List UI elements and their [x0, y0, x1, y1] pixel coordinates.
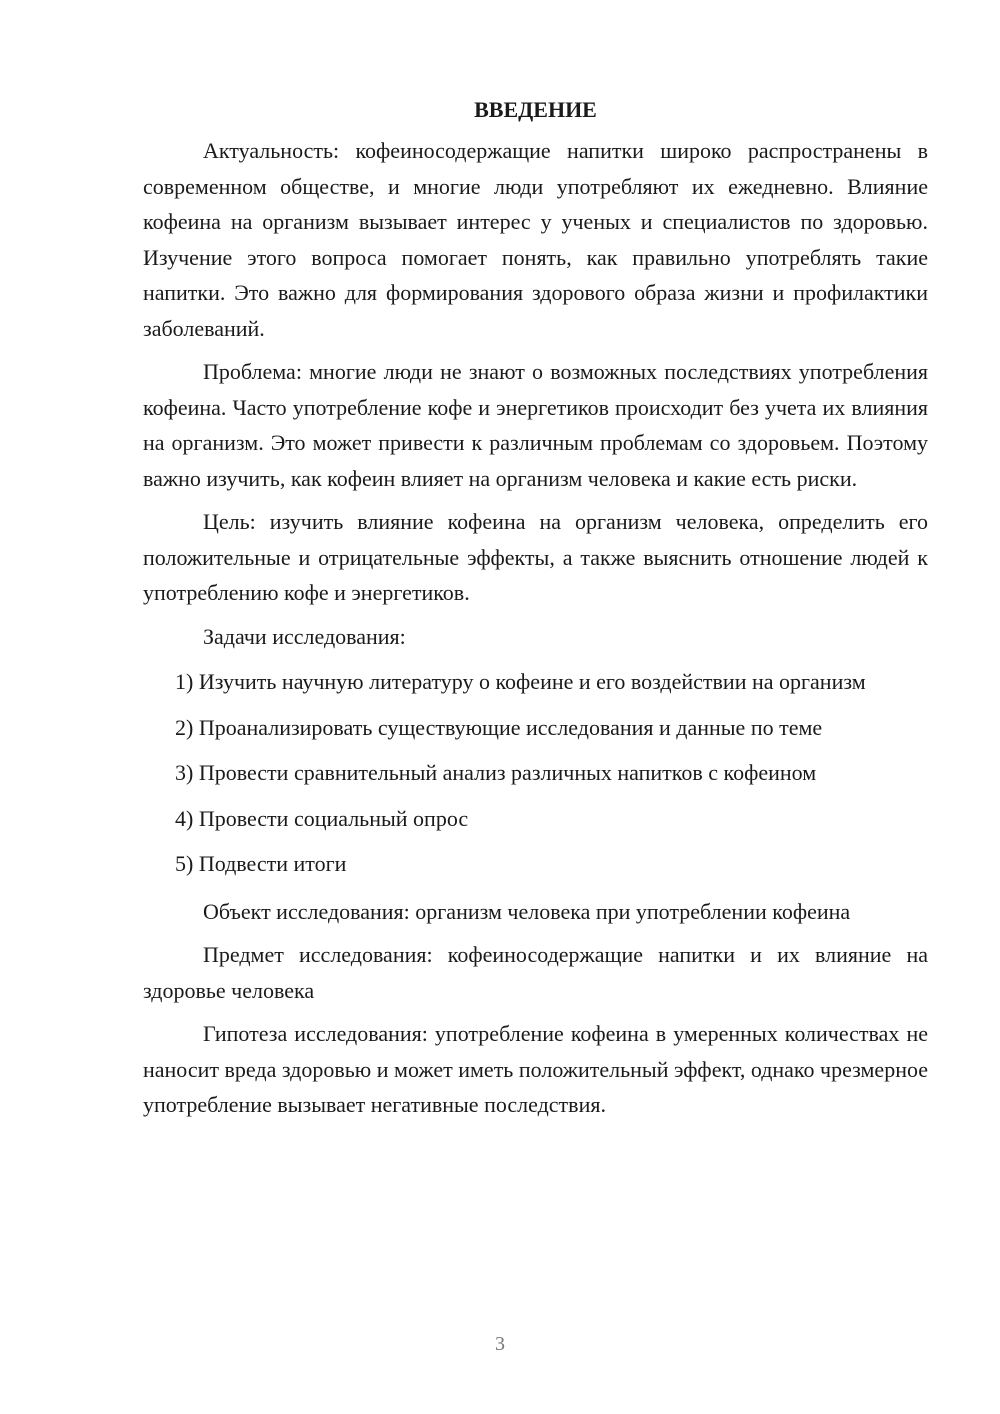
page-title: ВВЕДЕНИЕ: [474, 97, 597, 122]
list-item: 1) Изучить научную литературу о кофеине и его воздействии на организм: [175, 669, 866, 694]
list-item: 5) Подвести итоги: [175, 851, 347, 876]
paragraph-hypothesis: Гипотеза исследования: употребление кофеина в умеренных количествах не наносит вреда здоровью и может иметь положительный эффект, однако чрезмерное употребление вызывает негативные последствия.: [143, 1021, 928, 1117]
paragraph-goal: Цель: изучить влияние кофеина на организм человека, определить его положительные и отрицательные эффекты, а также выяснить отношение людей к употреблению кофе и энергетиков.: [143, 509, 928, 605]
paragraph-relevance: Актуальность: кофеиносодержащие напитки широко распространены в современном обществе, и многие люди употребляют их ежедневно. Влияние кофеина на организм вызывает интерес у ученых и специалистов по здоровью. Изучение этого вопроса помогает понять, как правильно употреблять такие напитки. Это важно для формирования здорового образа жизни и профилактики заболеваний.: [143, 138, 928, 341]
tasks-list: [143, 664, 928, 882]
paragraph-problem: Проблема: многие люди не знают о возможных последствиях употребления кофеина. Часто употребление кофе и энергетиков происходит без учета их влияния на организм. Это может привести к различным проблемам со здоровьем. Поэтому важно изучить, как кофеин влияет на организм человека и какие есть риски.: [143, 359, 928, 491]
tasks-heading: Задачи исследования:: [203, 623, 406, 649]
list-item: 2) Проанализировать существующие исследования и данные по теме: [175, 714, 823, 740]
list-item: 3) Провести сравнительный анализ различных напитков с кофеином: [175, 760, 817, 785]
paragraph-subject: Предмет исследования: кофеиносодержащие напитки и их влияние на здоровье человека: [143, 942, 928, 1003]
page-number: 3: [495, 1333, 505, 1355]
paragraph-object: Объект исследования: организм человека при употреблении кофеина: [203, 898, 851, 924]
list-item: 4) Провести социальный опрос: [175, 805, 469, 831]
